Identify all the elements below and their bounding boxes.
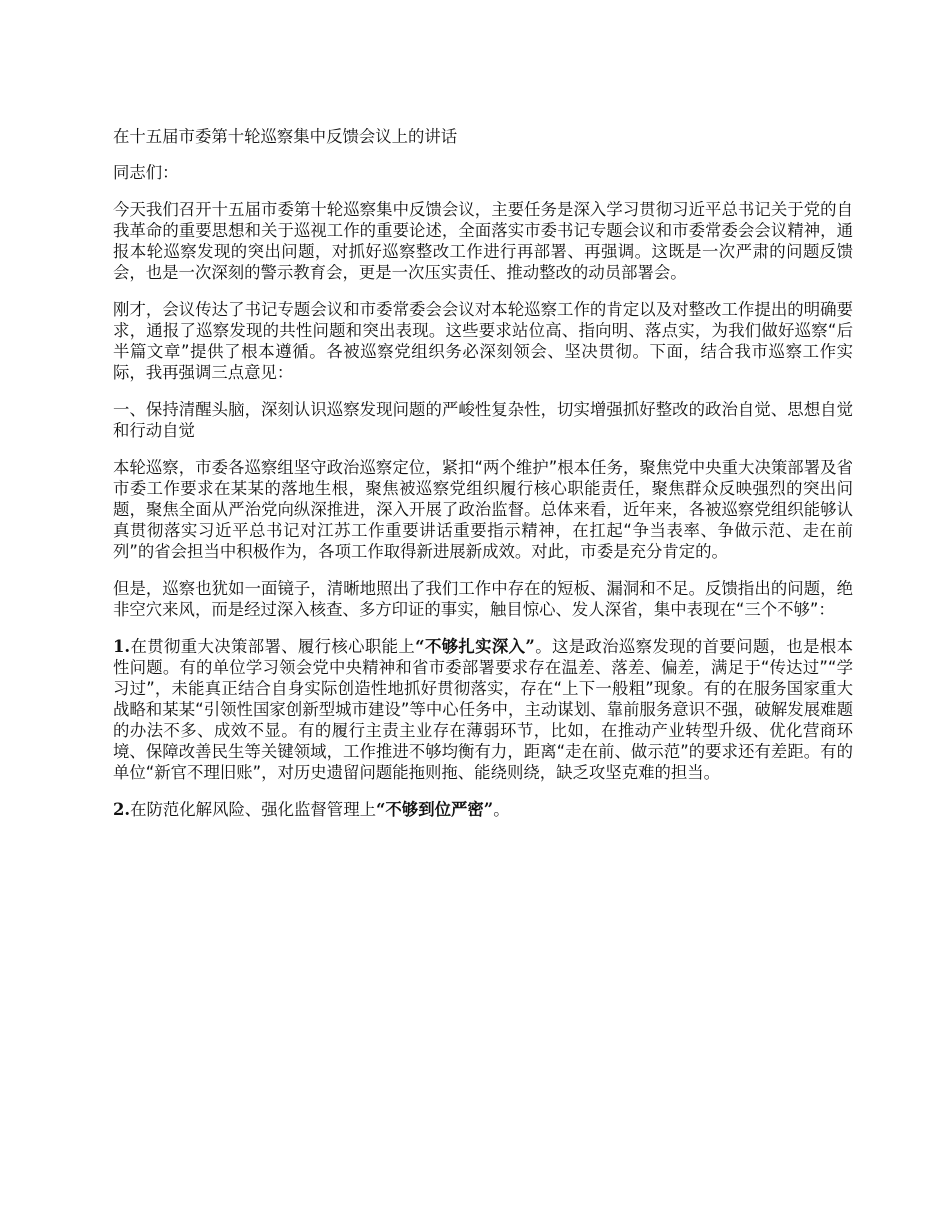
list-item-one xyxy=(113,636,853,783)
list-item-two-body: 。 xyxy=(493,800,510,819)
list-item-one-emphasis: “不够扎实深入” xyxy=(415,637,535,656)
paragraph-problems-intro: 但是，巡察也犹如一面镜子，清晰地照出了我们工作中存在的短板、漏洞和不足。反馈指出的问题，绝非空穴来风，而是经过深入核查、多方印证的事实，触目惊心、发人深省，集中表现在“三个不够”： xyxy=(113,579,853,619)
list-item-one-number: 1. xyxy=(113,637,131,656)
list-item-one-body: 。这是政治巡察发现的首要问题，也是根本性问题。有的单位学习领会党中央精神和省市委部署要求存在温差、落差、偏差，满足于“传达过”“学习过”，未能真正结合自身实际创造性地抓好贯彻落实，存在“上下一般粗”现象。有的在服务国家重大战略和某某“引领性国家创新型城市建设”等中心任务中，主动谋划、靠前服务意识不强，破解发展难题的办法不多、成效不显。有的履行主责主业存在薄弱环节，比如，在推动产业转型升级、优化营商环境、保障改善民生等关键领域，工作推进不够均衡有力，距离“走在前、做示范”的要求还有差距。有的单位“新官不理旧账”，对历史遗留问题能拖则拖、能绕则绕，缺乏攻坚克难的担当。 xyxy=(113,637,854,782)
list-item-two-lead: 在防范化解风险、强化监督管理上 xyxy=(130,800,376,819)
section-heading-one: 一、保持清醒头脑，深刻认识巡察发现问题的严峻性复杂性，切实增强抓好整改的政治自觉、思想自觉和行动自觉 xyxy=(113,400,853,440)
list-item-two-number: 2. xyxy=(113,800,131,819)
paragraph-intro: 今天我们召开十五届市委第十轮巡察集中反馈会议，主要任务是深入学习贯彻习近平总书记关于党的自我革命的重要思想和关于巡视工作的重要论述，全面落实市委书记专题会议和市委常委会会议精神，通报本轮巡察发现的突出问题，对抓好巡察整改工作进行再部署、再强调。这既是一次严肃的问题反馈会，也是一次深刻的警示教育会，更是一次压实责任、推动整改的动员部署会。 xyxy=(113,200,853,282)
paragraph-inspection-overview: 本轮巡察，市委各巡察组坚守政治巡察定位，紧扣“两个维护”根本任务，聚焦党中央重大决策部署及省市委工作要求在某某的落地生根，聚焦被巡察党组织履行核心职能责任，聚焦群众反映强烈的突出问题，聚焦全面从严治党向纵深推进，深入开展了政治监督。总体来看，近年来，各被巡察党组织能够认真贯彻落实习近平总书记对江苏工作重要讲话重要指示精神，在扛起“争当表率、争做示范、走在前列”的省会担当中积极作为，各项工作取得新进展新成效。对此，市委是充分肯定的。 xyxy=(113,458,853,561)
document-page xyxy=(113,126,853,820)
list-item-two xyxy=(113,799,853,820)
list-item-one-lead: 在贯彻重大决策部署、履行核心职能上 xyxy=(130,637,416,656)
greeting: 同志们： xyxy=(113,163,179,182)
paragraph-context: 刚才，会议传达了书记专题会议和市委常委会会议对本轮巡察工作的肯定以及对整改工作提出的明确要求，通报了巡察发现的共性问题和突出表现。这些要求站位高、指向明、落点实，为我们做好巡察“后半篇文章”提供了根本遵循。各被巡察党组织务必深刻领会、坚决贯彻。下面，结合我市巡察工作实际，我再强调三点意见： xyxy=(113,300,853,382)
document-title: 在十五届市委第十轮巡察集中反馈会议上的讲话 xyxy=(113,127,458,146)
list-item-two-emphasis: “不够到位严密” xyxy=(375,800,494,819)
